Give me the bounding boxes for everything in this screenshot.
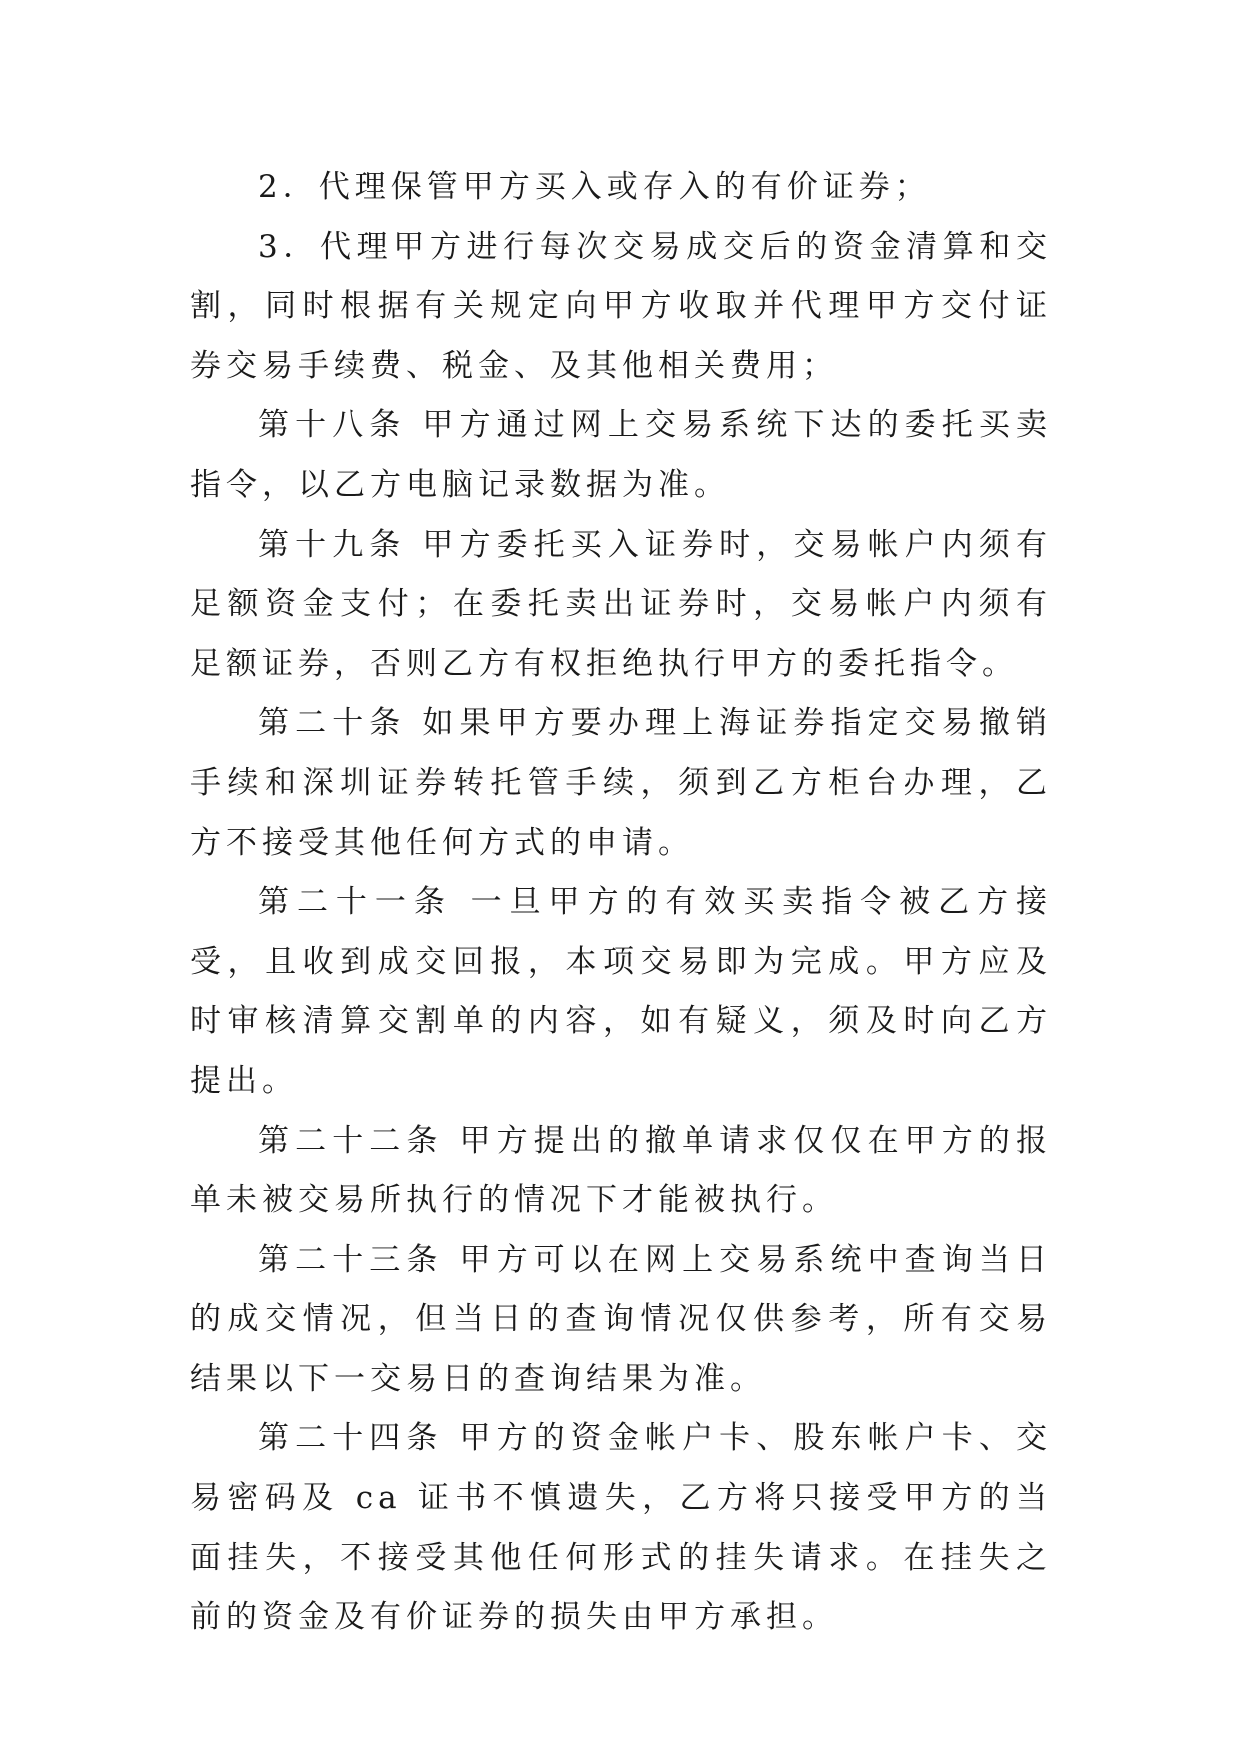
paragraph-article-23: 第二十三条 甲方可以在网上交易系统中查询当日的成交情况，但当日的查询情况仅供参考，所有交易结果以下一交易日的查询结果为准。 [190,1241,1052,1397]
document-body [190,158,1052,1648]
paragraph-article-21: 第二十一条 一旦甲方的有效买卖指令被乙方接受，且收到成交回报，本项交易即为完成。甲方应及时审核清算交割单的内容，如有疑义，须及时向乙方提出。 [190,884,1052,1099]
paragraph-item-2: 2．代理保管甲方买入或存入的有价证券； [258,169,931,205]
paragraph-item-3: 3．代理甲方进行每次交易成交后的资金清算和交割，同时根据有关规定向甲方收取并代理甲方交付证券交易手续费、税金、及其他相关费用； [190,228,1052,384]
paragraph-article-20: 第二十条 如果甲方要办理上海证券指定交易撤销手续和深圳证券转托管手续，须到乙方柜台办理，乙方不接受其他任何方式的申请。 [190,705,1052,861]
paragraph-article-18: 第十八条 甲方通过网上交易系统下达的委托买卖指令，以乙方电脑记录数据为准。 [190,407,1052,503]
paragraph-article-24: 第二十四条 甲方的资金帐户卡、股东帐户卡、交易密码及 ca 证书不慎遗失，乙方将只接受甲方的当面挂失，不接受其他任何形式的挂失请求。在挂失之前的资金及有价证券的损失由甲方承担。 [190,1420,1052,1636]
paragraph-article-22: 第二十二条 甲方提出的撤单请求仅仅在甲方的报单未被交易所执行的情况下才能被执行。 [190,1122,1052,1219]
paragraph-article-19: 第十九条 甲方委托买入证券时，交易帐户内须有足额资金支付；在委托卖出证券时，交易帐户内须有足额证券，否则乙方有权拒绝执行甲方的委托指令。 [190,526,1052,682]
